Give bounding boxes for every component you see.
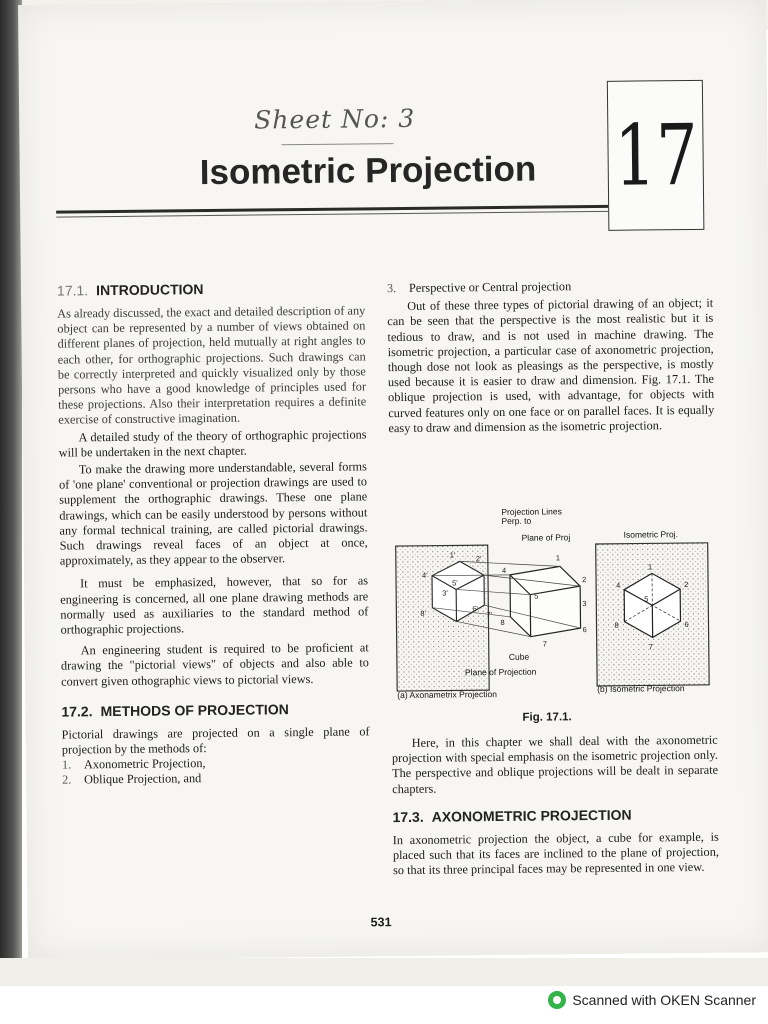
methods-list — [62, 755, 370, 789]
list-item: 1. Axonometric Projection, — [61, 756, 206, 772]
vertex-label: 6 — [582, 625, 587, 635]
vertex-label: 4 — [616, 580, 621, 590]
list-item: 2. Oblique Projection, and — [62, 771, 202, 788]
paragraph: It must be emphasized, however, that so for as engineering is concerned, all one plane drawing methods are normally used as auxiliaries to the standard method of orthographic projections. — [60, 573, 369, 637]
scanner-logo-icon — [548, 991, 566, 1009]
cube-in-space — [510, 566, 581, 637]
handwritten-sheet-note: Sheet No: 3 — [254, 103, 416, 135]
chapter-number: 17 — [613, 105, 698, 205]
section-title: METHODS OF PROJECTION — [100, 701, 289, 720]
label-plane-of-projection: Plane of Projection — [464, 666, 537, 678]
vertex-label: 4 — [501, 565, 507, 575]
section-title: INTRODUCTION — [96, 281, 204, 299]
vertex-label: 3 — [582, 599, 587, 609]
vertex-label: 8' — [420, 608, 427, 618]
section-number: 17.3. — [392, 808, 424, 825]
paragraph: Out of these three types of pictorial drawing of an object; it can be seen that the perspective is the most realistic but it is tedious to draw, and is not used in machine drawing. The isometric projection, a particular case of axonometric projection, though dose not look as pleasings as the perspective, is mostly used because it is easier to draw and dimension. Fig. 17.1. The oblique projection is used, with advantage, for objects with curved features only on one face or on parallel faces. It is equally easy to draw and dimension as the isometric projection. — [387, 295, 715, 435]
label-isometric-proj: Isometric Proj. — [623, 529, 678, 540]
vertex-label: 5' — [452, 578, 458, 588]
vertex-label: 6' — [472, 604, 479, 614]
caption-b: (b) Isometric Projection — [597, 683, 685, 694]
vertex-label: 1 — [555, 553, 561, 563]
paragraph: An engineering student is required to be proficient at drawing the "pictorial views" of objects and also able to convert given othographic views to pictorial views. — [60, 640, 369, 689]
scanned-page — [18, 0, 768, 960]
paragraph: A detailed study of the theory of orthographic projections will be undertaken in the next chapter. — [58, 426, 367, 460]
methods-list-continued — [387, 278, 713, 297]
label-plane-of-proj: Plane of Proj — [521, 532, 571, 543]
scanner-text: Scanned with OKEN Scanner — [572, 992, 756, 1008]
vertex-label: 1' — [449, 550, 456, 560]
chapter-title: Isometric Projection — [199, 149, 537, 193]
section-number: 17.2. — [61, 703, 93, 720]
vertex-label: 7' — [486, 610, 493, 620]
vertex-label: 1 — [647, 562, 653, 572]
section-heading-methods — [61, 700, 369, 719]
scanner-watermark — [548, 991, 756, 1009]
vertex-label: 5 — [644, 594, 649, 604]
label-projection-lines: Projection Lines — [501, 506, 562, 517]
label-cube: Cube — [508, 651, 530, 662]
vertex-label: 6 — [684, 620, 689, 630]
right-column — [387, 278, 715, 436]
page-number: 531 — [370, 915, 392, 930]
vertex-label: 8 — [500, 617, 505, 627]
left-column — [57, 279, 370, 788]
figure-caption: Fig. 17.1. — [522, 711, 572, 724]
section-number: 17.1. — [56, 282, 89, 299]
vertex-label: 8 — [614, 620, 619, 630]
vertex-label: 7 — [648, 642, 653, 652]
background-bottom — [0, 958, 768, 986]
vertex-label: 3' — [442, 588, 448, 598]
section-heading-axonometric — [392, 806, 718, 825]
vertex-label: 5 — [534, 591, 539, 601]
isometric-figure — [391, 503, 713, 726]
handwritten-underline — [281, 143, 393, 145]
vertex-label: 2' — [475, 554, 482, 564]
vertex-label: 7 — [542, 639, 547, 649]
vertex-label: 4' — [421, 570, 428, 580]
label-perp-to: Perp. to — [501, 515, 532, 526]
paragraph: Here, in this chapter we shall deal with the axonometric projection with special emphasis on the isometric projection only. The perspective and oblique projections will be dealt in separate chapters. — [391, 732, 719, 796]
section-heading-introduction — [57, 279, 365, 298]
section-title: AXONOMETRIC PROJECTION — [431, 806, 632, 825]
caption-a: (a) Axonametrix Projection — [397, 689, 497, 701]
paragraph: Pictorial drawings are projected on a single plane of projection by the methods of: — [61, 724, 370, 757]
paragraph: As already discussed, the exact and detailed description of any object can be represented by a number of views obtained on different planes of projection, held mutually at right angles to each other, for orthographic projections. Such drawings can be correctly interpreted and quickly visualized only by those persons who have a good knowledge of principles used for these projections. Also their interpretation requires a definite exercise of constructive imagination. — [57, 303, 367, 428]
paragraph: In axonometric projection the object, a cube for example, is placed such that its faces are inclined to the plane of projection, so that its three principal faces may be represented in one view. — [392, 829, 719, 878]
vertex-label: 2 — [684, 580, 689, 590]
chapter-number-box — [607, 80, 705, 231]
vertex-label: 2 — [582, 575, 587, 585]
list-item: 3. Perspective or Central projection — [386, 279, 572, 296]
paragraph: To make the drawing more understandable, several forms of 'one plane' conventional or projection drawings are used to supplement the orthographic drawings. These one plane drawings, which can be easily understood by persons without any formal technical training, are called pictorial drawings. Such drawings reveal faces of an object at once, approximately, as they appear to the observer. — [58, 459, 368, 568]
right-column-lower — [392, 733, 719, 879]
